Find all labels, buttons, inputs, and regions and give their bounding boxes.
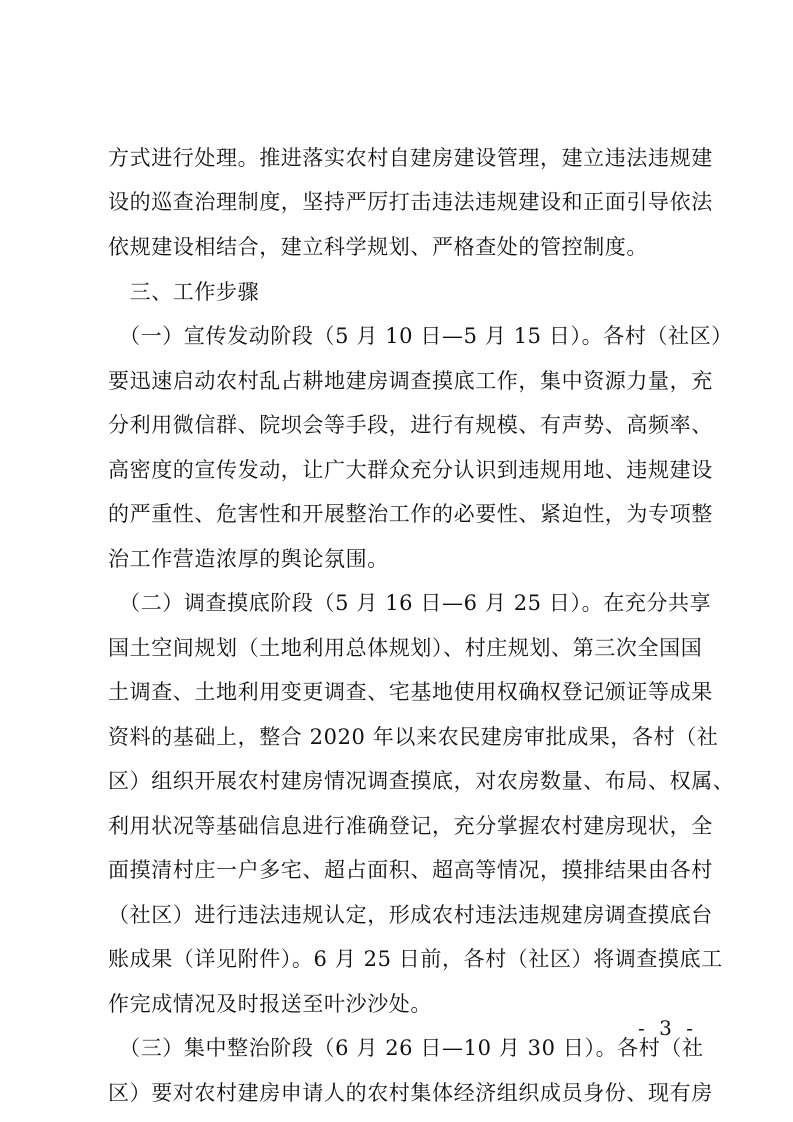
body-line-18: （社区）进行违法违规认定，形成农村违法违规建房调查摸底台 [108,903,713,927]
body-line-17: 面摸清村庄一户多宅、超占面积、超高等情况，摸排结果由各村 [108,858,713,882]
body-line-8: 高密度的宣传发动，让广大群众充分认识到违规用地、违规建设 [108,458,713,482]
section-heading-3: 三、工作步骤 [108,280,260,304]
body-line-16: 利用状况等基础信息进行准确登记，充分掌握农村建房现状，全 [108,814,713,838]
body-line-20: 作完成情况及时报送至叶沙沙处。 [108,992,432,1016]
body-line-22: 区）要对农村建房申请人的农村集体经济组织成员身份、现有房 [108,1081,713,1105]
body-line-7: 分利用微信群、院坝会等手段，进行有规模、有声势、高频率、 [108,413,713,437]
body-line-15: 区）组织开展农村建房情况调查摸底，对农房数量、布局、权属、 [108,769,735,793]
body-line-21: （三）集中整治阶段（6 月 26 日—10 月 30 日）。各村（社 [108,1036,704,1060]
body-line-13: 土调查、土地利用变更调查、宅基地使用权确权登记颁证等成果 [108,680,713,704]
body-line-1: 方式进行处理。推进落实农村自建房建设管理，建立违法违规建 [108,146,713,170]
body-line-6: 要迅速启动农村乱占耕地建房调查摸底工作，集中资源力量，充 [108,369,713,393]
body-line-9: 的严重性、危害性和开展整治工作的必要性、紧迫性，为专项整 [108,502,713,526]
page-number: - 3 - [638,1016,697,1040]
body-line-5: （一）宣传发动阶段（5 月 10 日—5 月 15 日）。各村（社区） [108,324,733,348]
body-line-3: 依规建设相结合，建立科学规划、严格查处的管控制度。 [108,235,648,259]
body-line-12: 国土空间规划（土地利用总体规划）、村庄规划、第三次全国国 [108,636,703,660]
body-line-19: 账成果（详见附件）。6 月 25 日前，各村（社区）将调查摸底工 [108,947,723,971]
body-line-11: （二）调查摸底阶段（5 月 16 日—6 月 25 日）。在充分共享 [108,591,712,615]
body-line-10: 治工作营造浓厚的舆论氛围。 [108,547,389,571]
body-line-2: 设的巡查治理制度，坚持严厉打击违法违规建设和正面引导依法 [108,190,713,214]
body-line-14: 资料的基础上，整合 2020 年以来农民建房审批成果，各村（社 [108,725,719,749]
